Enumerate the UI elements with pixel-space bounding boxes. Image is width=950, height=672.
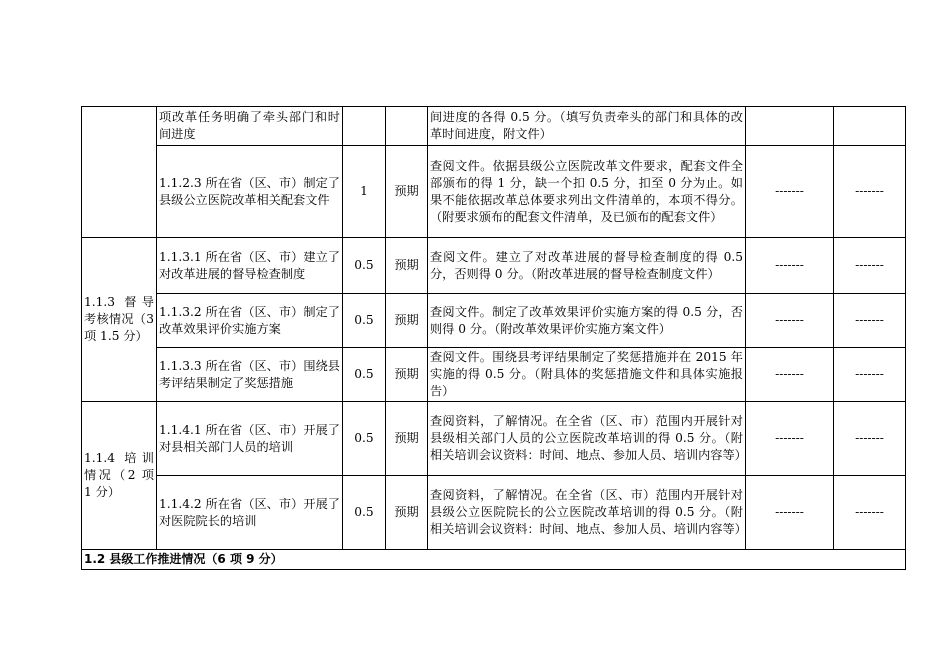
item-cell: 项改革任务明确了牵头部门和时间进度 <box>157 107 343 146</box>
type-cell: 预期 <box>386 146 428 238</box>
dash-cell: ------- <box>834 238 906 294</box>
table-row <box>82 476 906 550</box>
item-cell: 1.1.3.1 所在省（区、市）建立了对改革进展的督导检查制度 <box>157 238 343 294</box>
item-cell: 1.1.4.2 所在省（区、市）开展了对医院院长的培训 <box>157 476 343 550</box>
method-cell: 查阅资料，了解情况。在全省（区、市）范围内开展针对县级相关部门人员的公立医院改革培训的得 0.5 分。（附相关培训会议资料：时间、地点、参加人员、培训内容等） <box>428 402 746 476</box>
dash-cell: ------- <box>834 348 906 402</box>
section-title: 1.2 县级工作推进情况（6 项 9 分） <box>82 550 906 570</box>
blank-cell-a <box>746 107 834 146</box>
score-cell <box>343 107 386 146</box>
method-cell: 查阅文件。依据县级公立医院改革文件要求，配套文件全部颁布的得 1 分，缺一个扣 0.5 分，扣至 0 分为止。如果不能依据改革总体要求列出文件清单的，本项不得分。（附要求颁布的配套文件清单，及已颁布的配套文件） <box>428 146 746 238</box>
score-cell: 0.5 <box>343 348 386 402</box>
method-cell: 查阅文件。制定了改革效果评价实施方案的得 0.5 分，否则得 0 分。（附改革效果评价实施方案文件） <box>428 294 746 348</box>
table-row <box>82 146 906 238</box>
score-cell: 1 <box>343 146 386 238</box>
type-cell: 预期 <box>386 294 428 348</box>
dash-cell: ------- <box>746 146 834 238</box>
table-row <box>82 294 906 348</box>
dash-cell: ------- <box>834 146 906 238</box>
method-cell: 查阅文件。建立了对改革进展的督导检查制度的得 0.5 分，否则得 0 分。（附改革进展的督导检查制度文件） <box>428 238 746 294</box>
item-cell: 1.1.3.2 所在省（区、市）制定了改革效果评价实施方案 <box>157 294 343 348</box>
dash-cell: ------- <box>834 402 906 476</box>
type-cell: 预期 <box>386 476 428 550</box>
item-cell: 1.1.3.3 所在省（区、市）围绕县考评结果制定了奖惩措施 <box>157 348 343 402</box>
category-cell: 1.1.4 培训情况（2 项 1 分） <box>82 402 157 550</box>
dash-cell: ------- <box>746 294 834 348</box>
table-row <box>82 402 906 476</box>
method-cell: 间进度的各得 0.5 分。（填写负责牵头的部门和具体的改革时间进度，附文件） <box>428 107 746 146</box>
evaluation-table <box>81 106 906 570</box>
table-row <box>82 238 906 294</box>
dash-cell: ------- <box>746 402 834 476</box>
type-cell: 预期 <box>386 348 428 402</box>
score-cell: 0.5 <box>343 238 386 294</box>
method-cell: 查阅资料，了解情况。在全省（区、市）范围内开展针对县级公立医院院长的公立医院改革培训的得 0.5 分。（附相关培训会议资料：时间、地点、参加人员、培训内容等） <box>428 476 746 550</box>
category-cell <box>82 107 157 238</box>
dash-cell: ------- <box>834 294 906 348</box>
type-cell: 预期 <box>386 402 428 476</box>
table-row <box>82 107 906 146</box>
table-row <box>82 348 906 402</box>
dash-cell: ------- <box>746 238 834 294</box>
dash-cell: ------- <box>746 348 834 402</box>
section-row <box>82 550 906 570</box>
dash-cell: ------- <box>834 476 906 550</box>
score-cell: 0.5 <box>343 294 386 348</box>
type-cell: 预期 <box>386 238 428 294</box>
score-cell: 0.5 <box>343 476 386 550</box>
type-cell <box>386 107 428 146</box>
category-cell: 1.1.3 督导考核情况（3 项 1.5 分） <box>82 238 157 402</box>
item-cell: 1.1.2.3 所在省（区、市）制定了县级公立医院改革相关配套文件 <box>157 146 343 238</box>
method-cell: 查阅文件。围绕县考评结果制定了奖惩措施并在 2015 年实施的得 0.5 分。（附具体的奖惩措施文件和具体实施报告） <box>428 348 746 402</box>
blank-cell-b <box>834 107 906 146</box>
dash-cell: ------- <box>746 476 834 550</box>
score-cell: 0.5 <box>343 402 386 476</box>
item-cell: 1.1.4.1 所在省（区、市）开展了对县相关部门人员的培训 <box>157 402 343 476</box>
